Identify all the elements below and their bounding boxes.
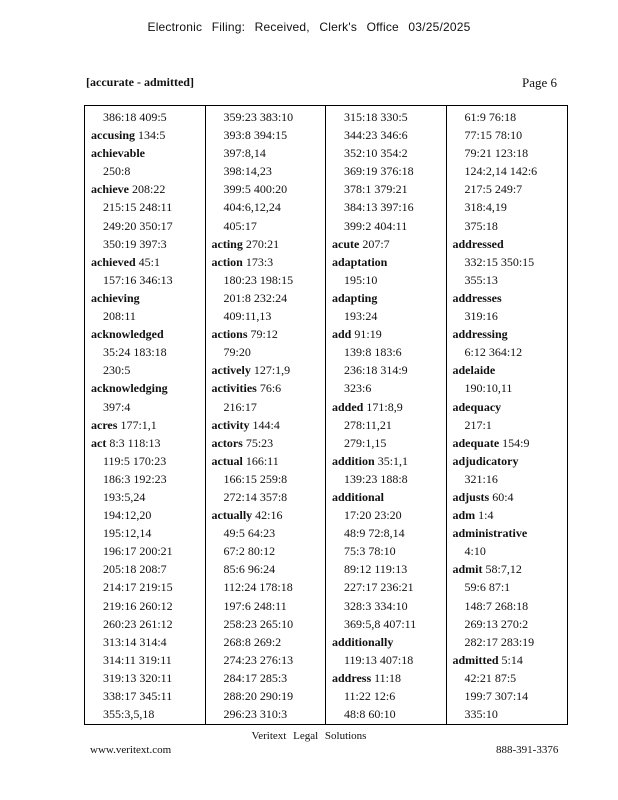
index-term-word: additionally [332, 634, 394, 649]
index-term [453, 434, 568, 452]
index-term-word: act [91, 435, 107, 450]
index-ref-line: 335:10 [464, 707, 498, 722]
index-ref-line: 216:17 [223, 399, 257, 414]
index-term-ref: 5:14 [501, 652, 523, 667]
index-term-word: added [332, 399, 364, 414]
index-term-ref: 35:1,1 [377, 453, 409, 468]
index-ref-line: 328:3 334:10 [344, 598, 408, 613]
index-term [453, 235, 568, 253]
index-term-ref: 154:9 [502, 435, 530, 450]
index-ref-line: 369:19 376:18 [344, 164, 414, 179]
index-ref-line: 35:24 183:18 [103, 345, 167, 360]
index-ref-line: 338:17 345:11 [103, 689, 173, 703]
index-ref-line: 409:11,13 [223, 309, 272, 324]
index-column-2 [206, 106, 327, 724]
index-term [212, 325, 326, 343]
index-term [91, 253, 205, 271]
index-term [332, 235, 446, 253]
index-ref-line: 386:18 409:5 [103, 110, 167, 124]
index-ref-line: 119:13 407:18 [344, 652, 414, 667]
index-ref-line: 85:6 96:24 [223, 562, 276, 577]
index-term-ref: 1:4 [478, 508, 494, 523]
index-ref-line: 197:6 248:11 [223, 598, 287, 613]
index-ref-line: 332:15 350:15 [464, 254, 535, 269]
index-ref-line: 215:15 248:11 [103, 200, 173, 215]
index-term-word: addresses [452, 290, 502, 305]
index-term [91, 379, 205, 397]
index-ref-line: 236:18 314:9 [344, 363, 408, 378]
word-index-table [84, 105, 568, 725]
index-ref-line: 42:21 87:5 [464, 670, 517, 685]
index-term-word: acting [211, 236, 243, 251]
index-term-word: actors [211, 435, 243, 450]
index-term-word: adjusts [452, 489, 490, 504]
index-ref-line: 288:20 290:19 [223, 689, 294, 703]
index-term-ref: 8:3 118:13 [109, 435, 161, 450]
index-term-ref: 60:4 [492, 489, 514, 504]
index-ref-line: 112:24 178:18 [223, 580, 293, 595]
index-ref-line: 319:16 [464, 309, 498, 324]
index-ref-line: 79:21 123:18 [464, 146, 529, 161]
index-term-ref: 75:23 [245, 435, 274, 450]
footer-phone: 888-391-3376 [496, 744, 559, 756]
index-term [453, 506, 568, 524]
index-term [453, 398, 568, 416]
index-term-word: accusing [91, 128, 136, 143]
index-ref-line: 279:1,15 [344, 435, 387, 450]
index-ref-line: 405:17 [223, 218, 257, 233]
index-term-word: actual [211, 453, 243, 468]
index-ref-line: 194:12,20 [103, 508, 152, 523]
index-ref-line: 355:3,5,18 [103, 707, 155, 722]
index-ref-line: 48:9 72:8,14 [344, 526, 405, 541]
index-ref-line: 269:13 270:2 [464, 616, 529, 631]
index-ref-line: 61:9 76:18 [464, 110, 517, 124]
index-ref-line: 17:20 23:20 [344, 508, 402, 523]
index-ref-line: 393:8 394:15 [223, 128, 288, 143]
index-ref-line: 323:6 [344, 381, 372, 396]
index-term-ref: 171:8,9 [366, 399, 403, 414]
index-ref-line: 186:3 192:23 [103, 471, 167, 486]
footer-website: www.veritext.com [90, 744, 172, 756]
index-term-word: actually [211, 508, 253, 523]
index-ref-line: 6:12 364:12 [464, 345, 523, 360]
index-ref-line: 77:15 78:10 [464, 128, 523, 143]
index-term-word: acknowledging [91, 381, 168, 396]
index-term-word: activity [211, 417, 250, 432]
index-ref-line: 278:11,21 [344, 417, 392, 432]
index-term [332, 398, 446, 416]
index-term [332, 452, 446, 470]
index-term-ref: 91:19 [354, 327, 382, 342]
index-ref-line: 344:23 346:6 [344, 128, 408, 143]
index-term-word: additional [332, 489, 385, 504]
index-term [91, 289, 205, 307]
index-ref-line: 119:5 170:23 [103, 453, 167, 468]
index-ref-line: 272:14 357:8 [223, 489, 288, 504]
index-ref-line: 397:4 [103, 399, 131, 414]
index-term-ref: 270:21 [245, 236, 280, 251]
index-ref-line: 201:8 232:24 [223, 290, 288, 305]
index-term-ref: 127:1,9 [253, 363, 291, 378]
index-ref-line: 352:10 354:2 [344, 146, 408, 161]
index-term-word: achievable [91, 146, 145, 161]
index-ref-line: 48:8 60:10 [344, 707, 396, 722]
index-term-word: action [211, 254, 243, 269]
index-column-1 [85, 106, 206, 724]
index-ref-line: 124:2,14 142:6 [464, 164, 538, 179]
index-term [91, 416, 205, 434]
index-term-word: addressing [452, 327, 508, 342]
index-term [453, 488, 568, 506]
index-ref-line: 397:8,14 [223, 146, 266, 161]
index-ref-line: 314:11 319:11 [103, 652, 172, 667]
index-ref-line: 11:22 12:6 [344, 689, 396, 703]
index-ref-line: 268:8 269:2 [223, 634, 282, 649]
index-ref-line: 258:23 265:10 [223, 616, 294, 631]
index-term-word: adapting [332, 290, 378, 305]
index-term-ref: 177:1,1 [120, 417, 157, 432]
index-ref-line: 148:7 268:18 [464, 598, 529, 613]
index-term-word: acres [91, 417, 118, 432]
index-term [453, 524, 568, 542]
index-term [453, 452, 568, 470]
page-number-label: Page 6 [522, 75, 558, 90]
index-term-word: achieved [91, 254, 136, 269]
index-term-word: activities [211, 381, 257, 396]
index-ref-line: 208:11 [103, 309, 136, 324]
index-ref-line: 260:23 261:12 [103, 616, 173, 631]
index-term [332, 669, 446, 687]
index-ref-line: 296:23 310:3 [223, 707, 288, 722]
index-term-word: achieve [91, 182, 129, 197]
index-term-word: adequate [452, 435, 500, 450]
index-term-word: actively [211, 363, 251, 378]
index-ref-line: 369:5,8 407:11 [344, 616, 417, 631]
index-term-ref: 144:4 [252, 417, 280, 432]
index-term [332, 633, 446, 651]
index-term [453, 289, 568, 307]
index-term-word: adelaide [452, 363, 496, 378]
index-ref-line: 180:23 198:15 [223, 272, 294, 287]
index-term-word: acknowledged [91, 327, 164, 342]
index-ref-line: 193:5,24 [103, 489, 146, 504]
index-term [212, 506, 326, 524]
index-ref-line: 205:18 208:7 [103, 562, 167, 577]
index-term [453, 651, 568, 669]
index-ref-line: 318:4,19 [464, 200, 507, 215]
index-term-ref: 11:18 [374, 670, 402, 685]
index-ref-line: 199:7 307:14 [464, 689, 529, 703]
index-term [332, 488, 446, 506]
index-ref-line: 139:23 188:8 [344, 471, 408, 486]
index-term-word: admitted [452, 652, 499, 667]
index-term-word: adaptation [332, 254, 388, 269]
index-term-ref: 134:5 [138, 128, 166, 143]
index-term [212, 361, 326, 379]
index-ref-line: 67:2 80:12 [223, 544, 276, 559]
index-term [212, 452, 326, 470]
index-ref-line: 250:8 [103, 164, 131, 179]
index-ref-line: 284:17 285:3 [223, 670, 288, 685]
index-term [212, 416, 326, 434]
index-ref-line: 378:1 379:21 [344, 182, 408, 197]
index-column-3 [326, 106, 447, 724]
index-ref-line: 79:20 [223, 345, 251, 360]
index-ref-line: 282:17 283:19 [464, 634, 535, 649]
index-term-ref: 79:12 [250, 327, 278, 342]
index-ref-line: 214:17 219:15 [103, 580, 173, 595]
index-term-word: adequacy [452, 399, 502, 414]
index-term-word: achieving [91, 290, 140, 305]
index-ref-line: 157:16 346:13 [103, 272, 173, 287]
index-ref-line: 398:14,23 [223, 164, 272, 179]
index-term-word: addressed [452, 236, 504, 251]
index-term [332, 253, 446, 271]
index-ref-line: 227:17 236:21 [344, 580, 414, 595]
index-term [91, 325, 205, 343]
index-term-word: administrative [452, 526, 528, 541]
index-term [332, 289, 446, 307]
index-term [91, 126, 205, 144]
index-ref-line: 321:16 [464, 471, 498, 486]
index-ref-line: 217:1 [464, 417, 492, 432]
index-ref-line: 219:16 260:12 [103, 598, 173, 613]
index-range-label: [accurate - admitted] [86, 75, 194, 89]
index-ref-line: 399:5 400:20 [223, 182, 288, 197]
index-ref-line: 166:15 259:8 [223, 471, 288, 486]
index-term [212, 235, 326, 253]
index-ref-line: 196:17 200:21 [103, 544, 173, 559]
index-term [453, 560, 568, 578]
index-ref-line: 193:24 [344, 309, 378, 324]
index-term-word: adjudicatory [452, 453, 519, 468]
index-term-ref: 208:22 [132, 182, 166, 197]
index-term-word: adm [452, 508, 476, 523]
footer-company: Veritext Legal Solutions [251, 730, 367, 742]
index-ref-line: 319:13 320:11 [103, 670, 173, 685]
index-term [212, 379, 326, 397]
index-ref-line: 195:12,14 [103, 526, 152, 541]
index-ref-line: 359:23 383:10 [223, 110, 294, 124]
index-ref-line: 315:18 330:5 [344, 110, 408, 124]
index-term [212, 253, 326, 271]
index-ref-line: 59:6 87:1 [464, 580, 511, 595]
index-ref-line: 404:6,12,24 [223, 200, 281, 215]
index-ref-line: 49:5 64:23 [223, 526, 276, 541]
index-ref-line: 384:13 397:16 [344, 200, 414, 215]
index-term [332, 325, 446, 343]
index-column-4 [447, 106, 568, 724]
index-ref-line: 355:13 [464, 272, 498, 287]
index-ref-line: 274:23 276:13 [223, 652, 294, 667]
index-term-word: acute [332, 236, 360, 251]
index-ref-line: 230:5 [103, 363, 131, 378]
index-ref-line: 190:10,11 [464, 381, 513, 396]
index-term-ref: 45:1 [138, 254, 161, 269]
index-term [91, 144, 205, 162]
index-term-word: addition [332, 453, 375, 468]
index-ref-line: 75:3 78:10 [344, 544, 396, 559]
index-term [453, 325, 568, 343]
index-ref-line: 375:18 [464, 218, 498, 233]
index-term-ref: 42:16 [255, 508, 283, 523]
index-ref-line: 313:14 314:4 [103, 634, 167, 649]
index-ref-line: 89:12 119:13 [344, 562, 408, 577]
index-ref-line: 4:10 [464, 544, 486, 559]
index-term-word: admit [452, 562, 483, 577]
index-term-ref: 166:11 [245, 453, 279, 468]
index-ref-line: 249:20 350:17 [103, 218, 173, 233]
index-term-ref: 173:3 [245, 254, 274, 269]
index-ref-line: 195:10 [344, 272, 378, 287]
index-ref-line: 217:5 249:7 [464, 182, 523, 197]
index-term-ref: 207:7 [362, 236, 390, 251]
index-term-word: address [332, 670, 372, 685]
index-ref-line: 399:2 404:11 [344, 218, 408, 233]
index-term-ref: 58:7,12 [485, 562, 522, 577]
index-term [453, 361, 568, 379]
index-ref-line: 350:19 397:3 [103, 236, 167, 251]
index-term [91, 180, 205, 198]
index-term [91, 434, 205, 452]
index-term [212, 434, 326, 452]
index-term-word: actions [211, 327, 248, 342]
index-term-ref: 76:6 [259, 381, 282, 396]
index-ref-line: 139:8 183:6 [344, 345, 402, 360]
index-term-word: add [332, 327, 352, 342]
filing-stamp-header: Electronic Filing: Received, Clerk's Office 03/25/2025 [147, 20, 471, 34]
